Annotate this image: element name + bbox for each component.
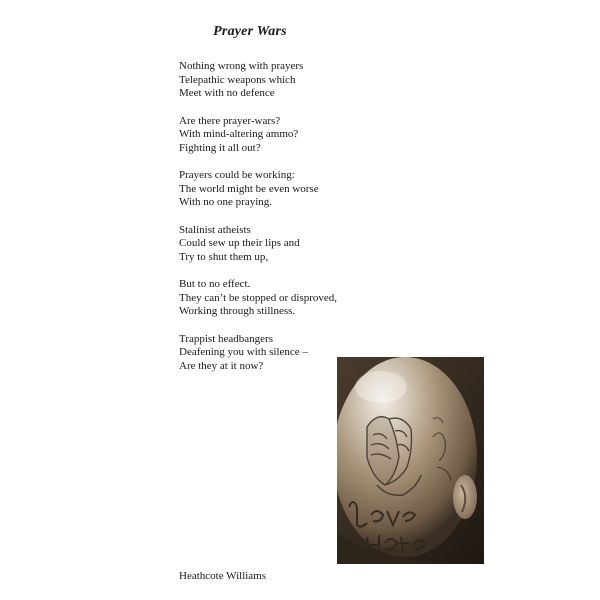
stanza-5 xyxy=(179,278,379,319)
poem-line: Meet with no defence xyxy=(179,87,275,99)
stanza-3 xyxy=(179,169,379,210)
tattooed-head-photo xyxy=(337,357,484,564)
stanza-1 xyxy=(179,60,379,101)
author-credit: Heathcote Williams xyxy=(179,570,267,582)
poem-body xyxy=(179,60,379,387)
poem-line: They can’t be stopped or disproved, xyxy=(179,291,338,304)
photo-illustration xyxy=(337,357,484,564)
poem-line: Telepathic weapons which xyxy=(179,73,296,86)
poem-line: The world might be even worse xyxy=(179,182,319,195)
poem-line: With no one praying. xyxy=(179,196,273,208)
poem-line: With mind-altering ammo? xyxy=(179,128,299,140)
poem-line: Fighting it all out? xyxy=(179,141,261,154)
poem-line: Could sew up their lips and xyxy=(179,237,300,249)
poem-line: Are they at it now? xyxy=(179,359,264,372)
poem-line: Nothing wrong with prayers xyxy=(179,60,304,72)
poem-line: Working through stillness. xyxy=(179,305,296,317)
poem-title: Prayer Wars xyxy=(213,24,287,39)
poem-line: Trappist headbangers xyxy=(179,332,273,345)
stanza-4 xyxy=(179,224,379,265)
poem-line: But to no effect. xyxy=(179,278,251,290)
poem-line: Stalinist atheists xyxy=(179,223,251,236)
poem-line: Are there prayer-wars? xyxy=(179,114,281,127)
poem-line: Try to shut them up, xyxy=(179,250,269,263)
stanza-2 xyxy=(179,115,379,156)
poem-line: Prayers could be working: xyxy=(179,169,295,181)
poem-line: Deafening you with silence – xyxy=(179,346,308,358)
